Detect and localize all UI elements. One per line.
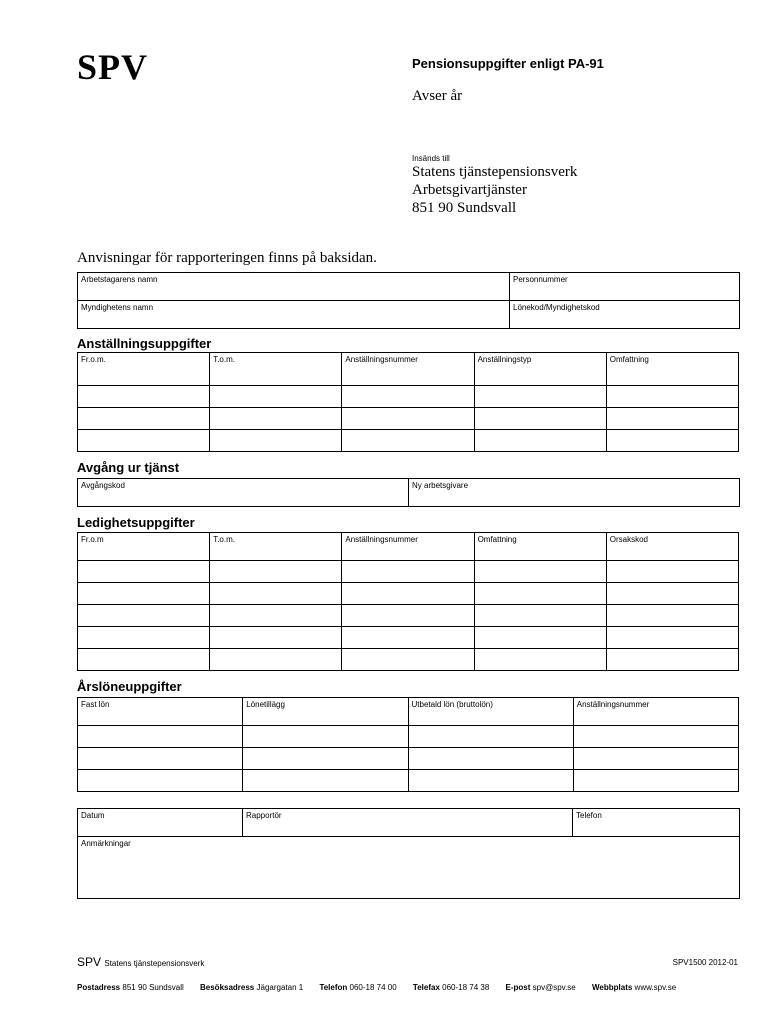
section-heading-anstallning: Anställningsuppgifter (77, 336, 212, 351)
column-header: Fr.o.m (78, 533, 210, 561)
table-cell[interactable] (342, 408, 474, 430)
footer-label: Postadress (77, 983, 121, 992)
phone-field[interactable]: Telefon (573, 809, 740, 837)
table-cell[interactable] (210, 605, 342, 627)
table-cell[interactable] (606, 430, 738, 452)
column-header: Orsakskod (606, 533, 738, 561)
footer-value: 060-18 74 38 (442, 983, 490, 992)
table-cell[interactable] (606, 583, 738, 605)
table-cell[interactable] (78, 605, 210, 627)
column-header: Anställningsnummer (573, 698, 738, 726)
table-cell[interactable] (606, 649, 738, 671)
address-line-2: Arbetsgivartjänster (412, 182, 527, 198)
table-cell[interactable] (78, 561, 210, 583)
section-heading-arslon: Årslöneuppgifter (77, 679, 182, 694)
table-cell[interactable] (408, 748, 573, 770)
table-cell[interactable] (606, 605, 738, 627)
avser-ar-label: Avser år (412, 88, 463, 104)
table-row (78, 649, 739, 671)
table-row (78, 430, 739, 452)
column-header: Fast lön (78, 698, 243, 726)
footer-value: Jägargatan 1 (256, 983, 304, 992)
column-header: Anställningsnummer (342, 533, 474, 561)
table-cell[interactable] (573, 748, 738, 770)
anstallning-table (77, 352, 739, 452)
table-cell[interactable] (474, 430, 606, 452)
remarks-field[interactable]: Anmärkningar (78, 837, 740, 899)
instruction-text: Anvisningar för rapporteringen finns på baksidan. (77, 250, 377, 266)
signoff-table (77, 808, 740, 899)
table-cell[interactable] (78, 770, 243, 792)
table-cell[interactable] (210, 561, 342, 583)
table-cell[interactable] (408, 726, 573, 748)
table-cell[interactable] (243, 748, 408, 770)
table-cell[interactable] (342, 561, 474, 583)
avgang-table (77, 478, 740, 507)
footer-contact (77, 983, 676, 992)
table-cell[interactable] (474, 408, 606, 430)
table-cell[interactable] (78, 748, 243, 770)
reporter-field[interactable]: Rapportör (243, 809, 573, 837)
section-heading-ledighet: Ledighetsuppgifter (77, 515, 195, 530)
table-cell[interactable] (210, 386, 342, 408)
footer-org-name: Statens tjänstepensionsverk (104, 959, 205, 968)
personal-number-field[interactable]: Personnummer (510, 273, 740, 301)
form-code: SPV1500 2012-01 (672, 958, 738, 967)
address-line-3: 851 90 Sundsvall (412, 200, 517, 216)
table-cell[interactable] (474, 561, 606, 583)
table-row (78, 386, 739, 408)
table-cell[interactable] (474, 605, 606, 627)
table-row (78, 627, 739, 649)
table-cell[interactable] (342, 583, 474, 605)
person-table (77, 272, 740, 329)
table-cell[interactable] (342, 386, 474, 408)
table-cell[interactable] (210, 430, 342, 452)
salary-code-field[interactable]: Lönekod/Myndighetskod (510, 301, 740, 329)
footer-label: Telefax (412, 983, 440, 992)
table-cell[interactable] (342, 649, 474, 671)
employee-name-field[interactable]: Arbetstagarens namn (78, 273, 510, 301)
spv-logo: SPV (77, 47, 149, 87)
table-row (78, 583, 739, 605)
table-cell[interactable] (606, 561, 738, 583)
footer-value: 851 90 Sundsvall (122, 983, 184, 992)
footer-brand (77, 955, 204, 969)
footer-label: Telefon (319, 983, 348, 992)
section-heading-avgang: Avgång ur tjänst (77, 460, 180, 475)
column-header: Utbetald lön (bruttolön) (408, 698, 573, 726)
table-cell[interactable] (243, 726, 408, 748)
table-cell[interactable] (210, 408, 342, 430)
authority-name-field[interactable]: Myndighetens namn (78, 301, 510, 329)
column-header: Fr.o.m. (78, 353, 210, 386)
table-cell[interactable] (474, 583, 606, 605)
table-row (78, 605, 739, 627)
table-cell[interactable] (210, 583, 342, 605)
column-header: Omfattning (474, 533, 606, 561)
table-cell[interactable] (210, 649, 342, 671)
table-cell[interactable] (606, 408, 738, 430)
column-header: T.o.m. (210, 353, 342, 386)
table-row (78, 561, 739, 583)
table-cell[interactable] (573, 770, 738, 792)
table-cell[interactable] (606, 627, 738, 649)
table-cell[interactable] (474, 386, 606, 408)
footer-label: Besöksadress (200, 983, 255, 992)
footer-value: 060-18 74 00 (349, 983, 397, 992)
table-cell[interactable] (78, 583, 210, 605)
column-header: T.o.m. (210, 533, 342, 561)
table-row (78, 770, 739, 792)
table-row (78, 408, 739, 430)
new-employer-field[interactable]: Ny arbetsgivare (409, 479, 740, 507)
table-cell[interactable] (78, 408, 210, 430)
table-cell[interactable] (606, 386, 738, 408)
table-cell[interactable] (210, 627, 342, 649)
column-header: Anställningstyp (474, 353, 606, 386)
table-cell[interactable] (78, 627, 210, 649)
table-cell[interactable] (342, 430, 474, 452)
departure-code-field[interactable]: Avgångskod (78, 479, 409, 507)
table-cell[interactable] (342, 627, 474, 649)
table-cell[interactable] (78, 726, 243, 748)
ledighet-table (77, 532, 739, 671)
table-cell[interactable] (342, 605, 474, 627)
date-field[interactable]: Datum (78, 809, 243, 837)
table-cell[interactable] (408, 770, 573, 792)
footer-value: spv@spv.se (532, 983, 576, 992)
arslon-table (77, 697, 739, 792)
table-cell[interactable] (78, 386, 210, 408)
address-line-1: Statens tjänstepensionsverk (412, 164, 578, 180)
table-cell[interactable] (78, 430, 210, 452)
form-title: Pensionsuppgifter enligt PA-91 (412, 56, 604, 71)
column-header: Lönetillägg (243, 698, 408, 726)
table-cell[interactable] (78, 649, 210, 671)
insands-label: Insänds till (412, 154, 450, 163)
table-cell[interactable] (474, 627, 606, 649)
footer-label: Webbplats (592, 983, 633, 992)
table-row (78, 726, 739, 748)
table-row (78, 748, 739, 770)
table-cell[interactable] (573, 726, 738, 748)
column-header: Omfattning (606, 353, 738, 386)
footer-label: E-post (505, 983, 531, 992)
table-cell[interactable] (474, 649, 606, 671)
footer-logo: SPV (77, 955, 102, 969)
footer-value: www.spv.se (634, 983, 677, 992)
column-header: Anställningsnummer (342, 353, 474, 386)
table-cell[interactable] (243, 770, 408, 792)
